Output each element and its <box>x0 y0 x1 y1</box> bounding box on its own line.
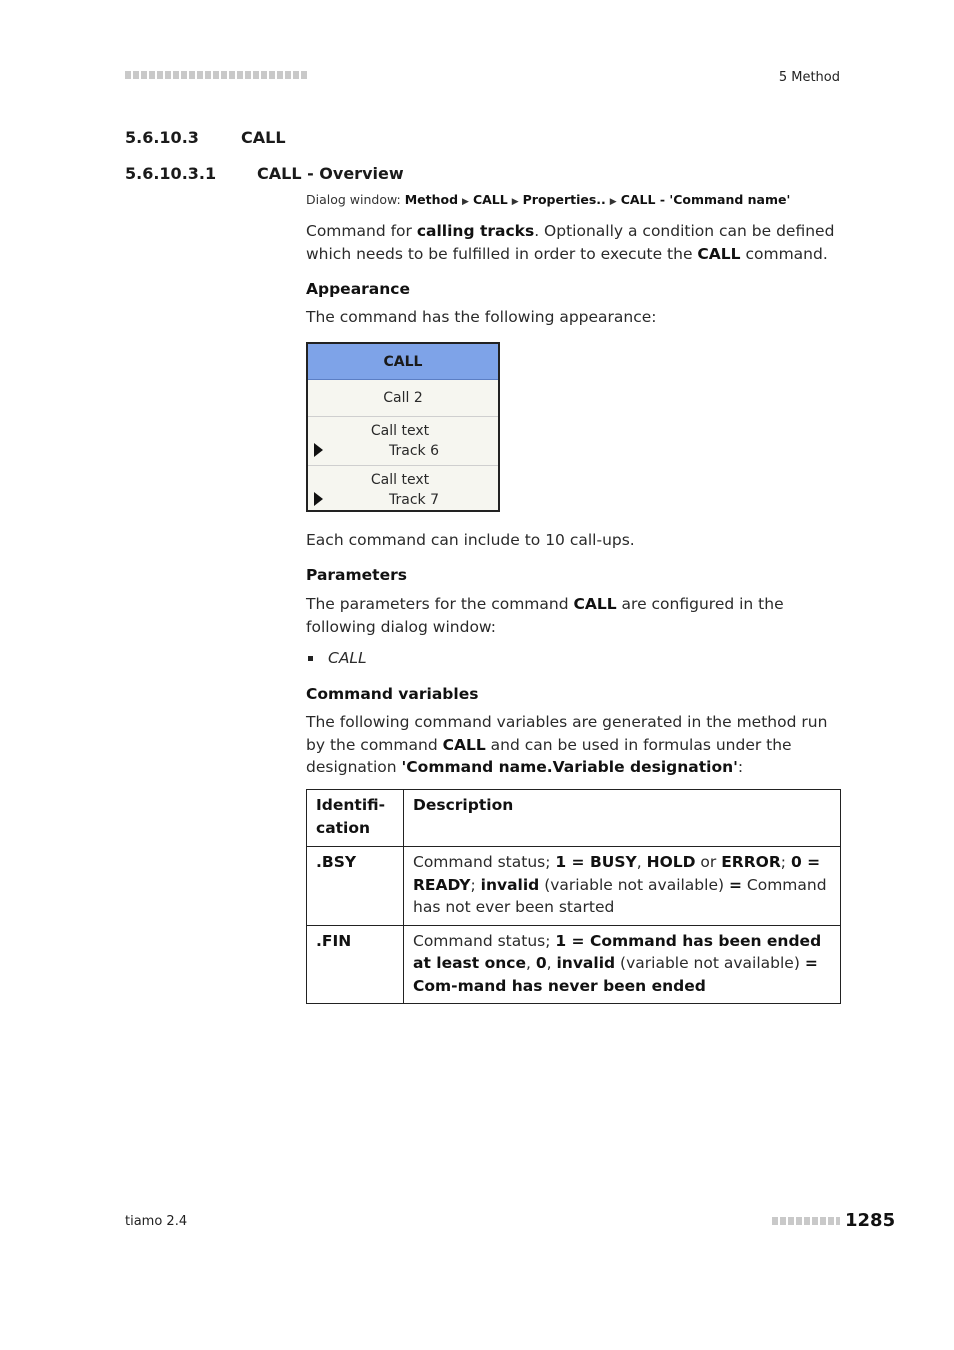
desc-bold: invalid <box>556 954 616 972</box>
parameters-text: The parameters for the command <box>306 595 574 613</box>
dialog-path <box>306 192 790 207</box>
cv-text: : <box>737 758 744 776</box>
footer-decoration <box>772 1217 840 1225</box>
desc-bold: 1 = Command has been ended at least once <box>413 931 822 972</box>
variable-description <box>404 847 841 926</box>
cv-text: The following command variables are generated in the method run by the command <box>306 713 828 754</box>
desc-bold: invalid <box>480 875 540 894</box>
table-row <box>307 925 841 1004</box>
intro-bold: calling tracks <box>416 222 535 240</box>
desc-text: , <box>546 954 557 972</box>
desc-bold: 1 = BUSY <box>555 853 637 871</box>
dialog-path-step: CALL - 'Command name' <box>620 192 791 207</box>
parameters-heading: Parameters <box>306 566 407 584</box>
column-header: Identifi- cation <box>307 790 404 847</box>
desc-text: (variable not available) <box>539 875 729 894</box>
desc-text: , <box>636 853 647 871</box>
command-variables-table <box>306 789 841 1004</box>
desc-text: Command status; <box>413 853 556 871</box>
widget-row-label: Call text <box>370 423 430 439</box>
desc-text: ; <box>470 875 481 894</box>
subheading-title: CALL - Overview <box>257 164 404 183</box>
appearance-text: The command has the following appearance: <box>306 308 657 326</box>
cv-bold: CALL <box>442 735 486 754</box>
heading-title: CALL <box>241 128 286 147</box>
header-decoration <box>125 71 307 79</box>
variable-description <box>404 925 841 1004</box>
desc-bold: 0 = READY <box>413 853 821 894</box>
intro-paragraph <box>306 220 841 265</box>
table-row <box>307 847 841 926</box>
dialog-path-step: CALL <box>472 192 508 207</box>
desc-text: Command has not ever been started <box>413 875 827 916</box>
desc-text: (variable not available) <box>615 954 805 972</box>
path-separator: ▶ <box>609 197 617 207</box>
heading-number: 5.6.10.3 <box>125 128 199 147</box>
command-variables-heading: Command variables <box>306 685 479 703</box>
cv-text: and can be used in formulas under the designation <box>306 735 792 776</box>
dialog-link-call[interactable]: CALL <box>328 649 367 667</box>
desc-bold: ERROR <box>721 853 781 871</box>
column-header: Description <box>404 790 841 847</box>
bullet-icon <box>308 656 313 661</box>
widget-row-label: Call text <box>370 472 430 488</box>
command-variables-paragraph <box>306 711 841 779</box>
widget-row-call[interactable] <box>308 380 498 417</box>
intro-text: . Optionally a condition can be defined which needs to be fulfilled in order to execute the <box>306 222 835 263</box>
parameters-text: are configured in the following dialog window: <box>306 595 784 636</box>
variable-id: .BSY <box>307 847 404 926</box>
desc-text: Command status; <box>413 931 556 950</box>
path-separator: ▶ <box>462 197 469 207</box>
appearance-heading: Appearance <box>306 280 410 298</box>
desc-bold: = <box>728 875 742 894</box>
appearance-note: Each command can include to 10 call-ups. <box>306 531 635 549</box>
widget-title: CALL <box>308 344 498 380</box>
header-section: 5 Method <box>778 70 840 85</box>
dialog-path-step: Method <box>404 192 459 207</box>
table-header-row <box>307 790 841 847</box>
parameters-bold: CALL <box>573 595 617 613</box>
widget-track-label: Track 7 <box>389 492 439 508</box>
dialog-path-label: Dialog window: <box>306 192 401 207</box>
cv-bold: 'Command name.Variable designation' <box>401 758 738 776</box>
widget-row-label: Call 2 <box>383 390 423 406</box>
intro-bold: CALL <box>697 244 741 263</box>
desc-text: , <box>525 954 536 972</box>
widget-row-track[interactable] <box>308 466 498 513</box>
call-command-widget[interactable] <box>306 342 500 512</box>
widget-row-track[interactable] <box>308 417 498 466</box>
dialog-path-step: Properties.. <box>522 192 606 207</box>
subheading-number: 5.6.10.3.1 <box>125 164 217 183</box>
intro-text: command. <box>740 244 828 263</box>
desc-text: or <box>695 853 722 871</box>
desc-bold: 0 <box>535 954 547 972</box>
parameters-paragraph <box>306 593 841 638</box>
desc-bold: = Com-mand has never been ended <box>413 954 818 995</box>
path-separator: ▶ <box>511 197 519 207</box>
desc-bold: HOLD <box>646 853 696 871</box>
footer-product: tiamo 2.4 <box>125 1214 188 1229</box>
intro-text: Command for <box>306 222 417 240</box>
widget-track-label: Track 6 <box>389 443 439 459</box>
page-number: 1285 <box>845 1210 896 1231</box>
desc-text: ; <box>780 853 791 871</box>
variable-id: .FIN <box>307 925 404 1004</box>
